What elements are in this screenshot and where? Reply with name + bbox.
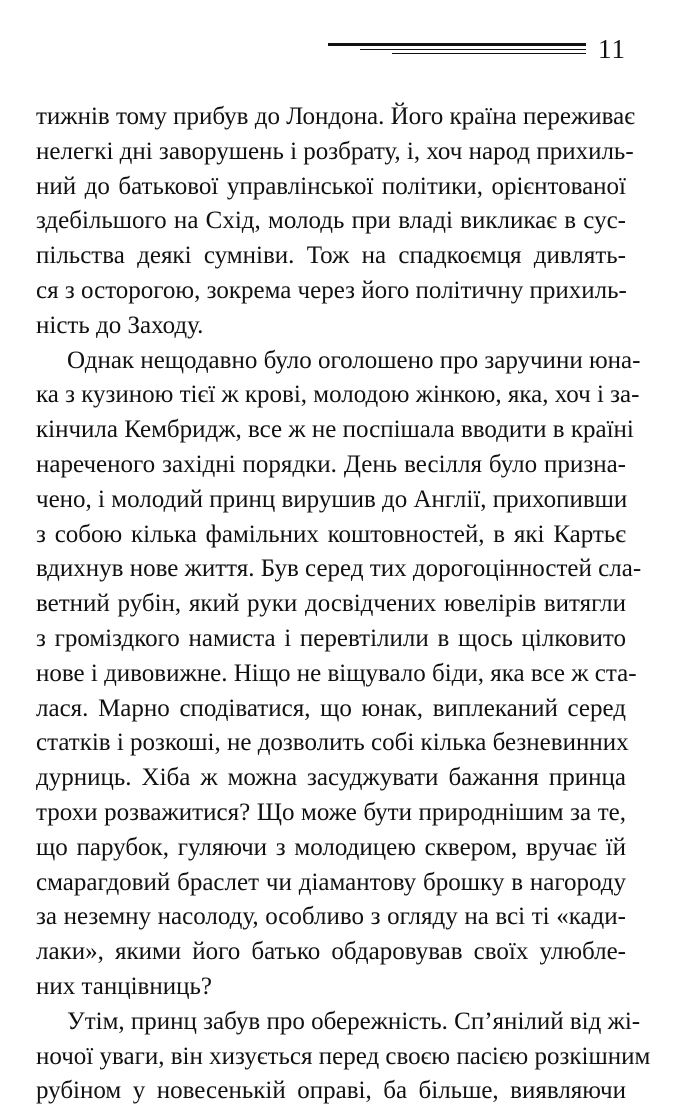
text-line: них танцівниць? [36, 972, 212, 1000]
text-line: вдихнув нове життя. Був серед тих дорогоцінностей сла- [36, 555, 642, 583]
text-line: ся з осторогою, зокрема через його політичну прихиль- [36, 276, 627, 304]
page-number: 11 [598, 34, 626, 64]
text-line: тижнів тому прибув до Лондона. Його країна переживає [36, 103, 635, 130]
body-text [36, 100, 651, 1109]
header-rule-thick [328, 43, 586, 46]
text-line: статків і розкоші, не дозволить собі кілька безневинних [36, 729, 629, 757]
text-line: що парубок, гуляючи з молодицею сквером, вручає їй [36, 833, 626, 861]
text-line: ність до Заходу. [36, 311, 204, 339]
text-line: ветний рубін, який руки досвідчених ювелірів витягли [36, 590, 626, 618]
text-line: рубіном у новесенькій оправі, ба більше, виявляючи [36, 1077, 626, 1105]
text-line: Утім, принц забув про обережність. Сп’янілий від жі- [67, 1007, 641, 1035]
header-rule-thin [360, 49, 586, 50]
text-line: ка з кузиною тієї ж крові, молодою жінкою, яка, хоч і за- [36, 381, 640, 409]
text-line: з громіздкого намиста і перевтілили в щось цілковито [36, 624, 626, 652]
text-line: трохи розважитися? Що може бути природнішим за те, [36, 798, 626, 826]
text-line: лаки», якими його батько обдаровував своїх улюблe- [36, 938, 626, 966]
text-line: ночої уваги, він хизується перед своєю пасією розкішним [36, 1042, 651, 1070]
text-line: чено, і молодий принц вирушив до Англії, прихопивши [36, 485, 628, 513]
text-line: лася. Марно сподіватися, що юнак, виплеканий серед [36, 694, 626, 722]
text-line: смарагдовий браслет чи діамантову брошку в нагороду [36, 868, 626, 896]
text-line: з собою кілька фамільних коштовностей, в які Картьє [36, 520, 626, 548]
text-line: ний до батькової управлінської політики, орієнтованої [36, 172, 626, 200]
text-line: Однак нещодавно було оголошено про заручини юна- [67, 346, 641, 374]
text-line: пільства деякі сумніви. Тож на спадкоємця дивлять- [36, 242, 626, 270]
header-rule-thinnest [392, 53, 586, 54]
text-line: кінчила Кембридж, все ж не поспішала вводити в країні [36, 416, 634, 444]
text-line: за неземну насолоду, особливо з огляду на всі ті «кади- [36, 903, 626, 931]
text-line: нареченого західні порядки. День весілля було призна- [36, 450, 626, 478]
text-line: нове і дивовижне. Ніщо не віщувало біди, яка все ж ста- [36, 659, 637, 687]
text-line: здебільшого на Схід, молодь при владі викликає в сус- [36, 207, 626, 235]
text-line: нелегкі дні заворушень і розбрату, і, хоч народ прихиль- [36, 137, 634, 165]
text-line: дурниць. Хіба ж можна засуджувати бажання принца [36, 764, 626, 792]
running-header [0, 30, 696, 66]
